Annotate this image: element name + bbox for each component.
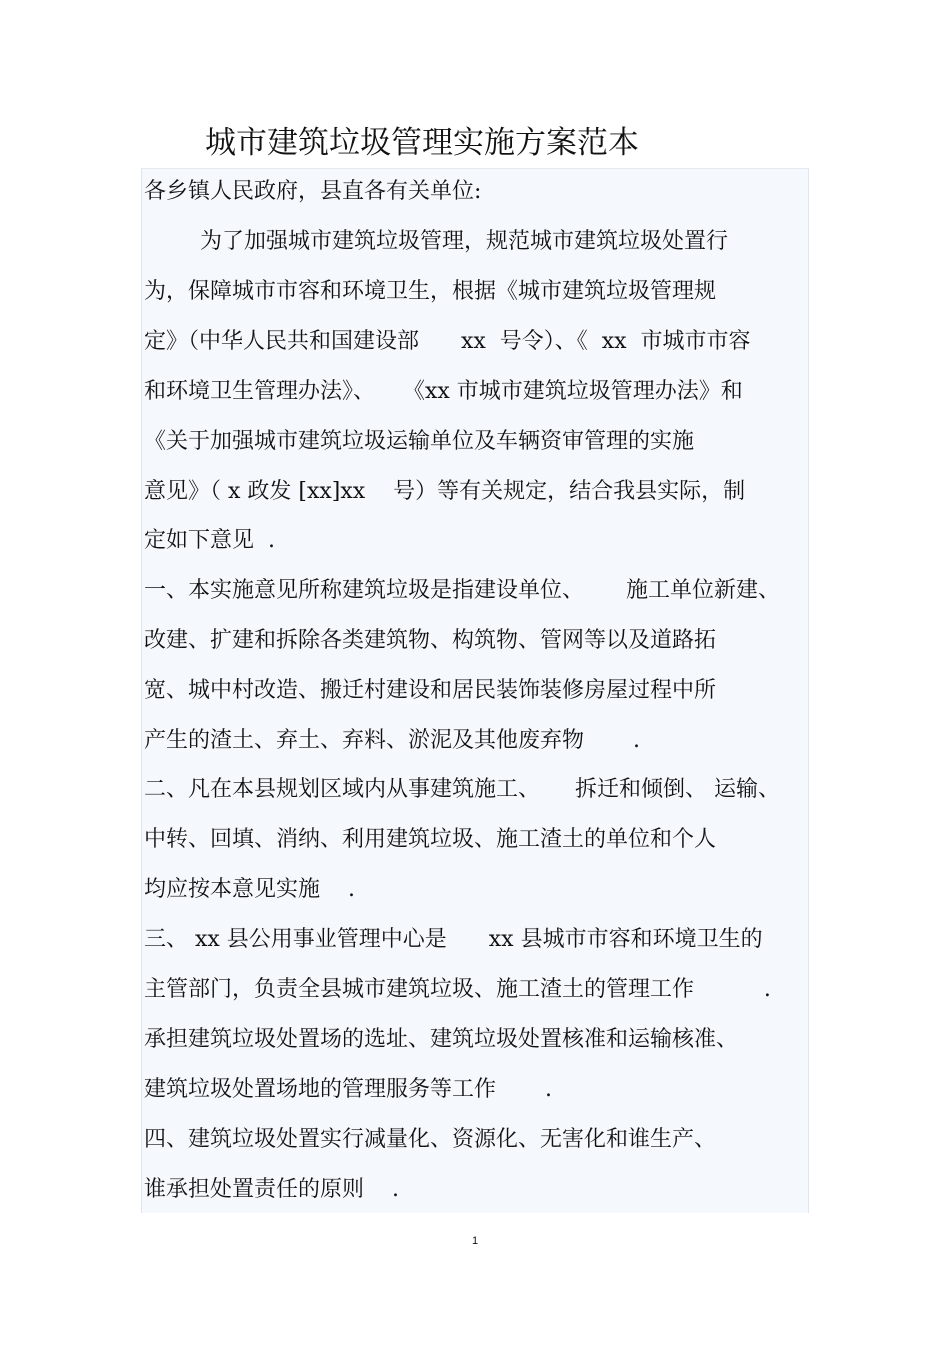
body-line: 和环境卫生管理办法》、 《xx 市城市建筑垃圾管理办法》和: [144, 379, 743, 404]
body-line: 各乡镇人民政府，县直各有关单位:: [144, 179, 482, 204]
body-line: 均应按本意见实施 .: [144, 877, 355, 902]
body-line: 定如下意见 .: [144, 528, 275, 553]
body-line: 中转、回填、消纳、利用建筑垃圾、施工渣土的单位和个人: [144, 827, 717, 852]
body-line: 意见》（ x 政发 [xx]xx 号）等有关规定，结合我县实际，制: [144, 479, 746, 504]
body-line: 建筑垃圾处置场地的管理服务等工作 .: [144, 1077, 552, 1102]
document-title: 城市建筑垃圾管理实施方案范本: [205, 125, 639, 161]
body-line: 《关于加强城市建筑垃圾运输单位及车辆资审管理的实施: [144, 429, 695, 454]
body-line: 主管部门，负责全县城市建筑垃圾、施工渣土的管理工作 .: [144, 977, 771, 1002]
page-number: 1: [471, 1235, 479, 1247]
body-line: 承担建筑垃圾处置场的选址、建筑垃圾处置核准和运输核准、: [144, 1027, 739, 1052]
body-line: 产生的渣土、弃土、弃料、淤泥及其他废弃物 .: [144, 728, 640, 753]
body-line: 宽、城中村改造、搬迁村建设和居民装饰装修房屋过程中所: [144, 678, 717, 703]
body-line: 四、建筑垃圾处置实行减量化、资源化、无害化和谁生产、: [144, 1127, 717, 1152]
body-line: 改建、扩建和拆除各类建筑物、构筑物、管网等以及道路拓: [144, 628, 717, 653]
body-line: 一、本实施意见所称建筑垃圾是指建设单位、 施工单位新建、: [144, 578, 780, 603]
body-line: 为，保障城市市容和环境卫生，根据《城市建筑垃圾管理规: [144, 279, 717, 304]
body-line: 三、 xx 县公用事业管理中心是 xx 县城市市容和环境卫生的: [144, 927, 763, 952]
body-line: 二、凡在本县规划区域内从事建筑施工、 拆迁和倾倒、 运输、: [144, 777, 780, 802]
body-line: 定》（中华人民共和国建设部 xx 号令）、《 xx 市城市市容: [144, 329, 751, 354]
body-line: 谁承担处置责任的原则 .: [144, 1177, 399, 1202]
body-line: 为了加强城市建筑垃圾管理，规范城市建筑垃圾处置行: [144, 229, 728, 254]
